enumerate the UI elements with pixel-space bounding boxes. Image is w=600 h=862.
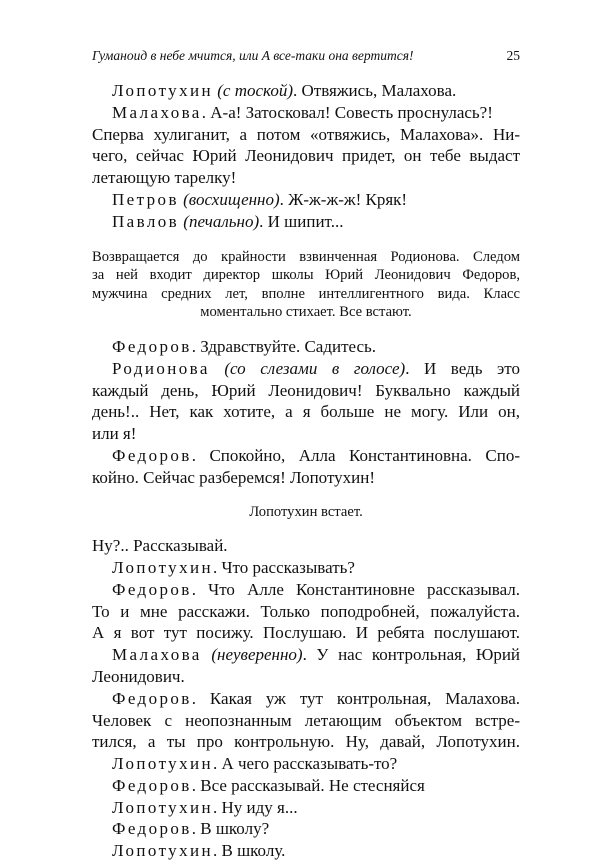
- stage-direction: (восхищенно): [183, 189, 280, 209]
- speech: . Что Алле Константиновне рассказывал.: [191, 579, 520, 599]
- text-line: чего, сейчас Юрий Леонидович придет, он тебе выдаст: [92, 146, 520, 166]
- text-line: Человек с неопознанным летающим объектом встре-: [92, 710, 520, 730]
- speech: . Спокойно, Алла Константиновна. Спо-: [191, 445, 520, 465]
- speech: . Ну иду я...: [212, 797, 298, 817]
- dialogue-line: [92, 557, 520, 579]
- dialogue-line: [92, 102, 520, 124]
- speech: . У нас контрольная, Юрий: [302, 645, 521, 665]
- text-line: день!.. Нет, как хотите, а я больше не могу. Или он,: [92, 402, 520, 422]
- speaker-name: Павлов: [112, 211, 180, 231]
- speaker-name: Федоров: [112, 819, 192, 839]
- text-line: Леонидович.: [92, 666, 185, 686]
- speech: . Ж-ж-ж-ж! Кряк!: [279, 189, 408, 209]
- speaker-name: Федоров: [112, 579, 192, 599]
- text-line: или я!: [92, 424, 137, 444]
- speaker-name: Петров: [112, 189, 179, 209]
- dialogue-line: [92, 445, 520, 467]
- stage-note-line: мужчина средних лет, вполне интеллигентного вида. Класс: [92, 285, 520, 302]
- speech: . А-а! Затосковал! Совесть проснулась?!: [201, 102, 493, 122]
- text-line: тился, а ты про контрольную. Ну, давай, Лопотухин.: [92, 732, 520, 752]
- dialogue-line: [92, 579, 520, 601]
- text-line: Ну?.. Рассказывай.: [92, 536, 228, 556]
- stage-note-line: Возвращается до крайности взвинченная Родионова. Следом: [92, 248, 520, 265]
- speech: . Отвяжись, Малахова.: [292, 81, 457, 100]
- stage-direction: (с тоской): [217, 81, 293, 100]
- stage-direction: (со слезами в голосе): [224, 358, 406, 378]
- speech: . И шипит...: [259, 211, 344, 231]
- speaker-name: Лопотухин: [112, 81, 213, 100]
- speech: . А чего рассказывать-то?: [212, 754, 398, 774]
- speech: . И ведь это: [405, 358, 520, 378]
- speaker-name: Лопотухин: [112, 841, 213, 861]
- dialogue-line: [92, 688, 520, 710]
- dialogue-line: [92, 80, 520, 102]
- stage-direction: (печально): [183, 211, 260, 231]
- dialogue-line: [92, 358, 520, 380]
- play-text: [92, 80, 520, 862]
- stage-note-line: моментально стихает. Все встают.: [200, 304, 412, 321]
- speaker-name: Лопотухин: [112, 754, 213, 774]
- speaker-name: Малахова: [112, 102, 202, 122]
- speech: . Все рассказывай. Не стесняйся: [191, 775, 425, 795]
- speaker-name: Лопотухин: [112, 797, 213, 817]
- dialogue-line: [92, 644, 520, 666]
- speaker-name: Федоров: [112, 775, 192, 795]
- dialogue-line: [92, 818, 520, 840]
- page-number: 25: [506, 48, 520, 63]
- dialogue-line: [92, 797, 520, 819]
- dialogue-line: [92, 211, 520, 233]
- dialogue-line: [92, 840, 520, 862]
- text-line: А я вот тут посижу. Послушаю. И ребята послушают.: [92, 623, 520, 643]
- stage-note-line: Лопотухин встает.: [249, 503, 363, 520]
- speaker-name: Родионова: [112, 358, 210, 378]
- speech: . В школу?: [191, 819, 270, 839]
- speech: . Что рассказывать?: [212, 557, 355, 577]
- text-line: койно. Сейчас разберемся! Лопотухин!: [92, 467, 376, 487]
- dialogue-line: [92, 336, 520, 358]
- speaker-name: Федоров: [112, 336, 192, 356]
- speech: . Здравствуйте. Садитесь.: [191, 336, 377, 356]
- dialogue-line: [92, 753, 520, 775]
- text-line: летающую тарелку!: [92, 168, 237, 188]
- dialogue-line: [92, 775, 520, 797]
- speaker-name: Малахова: [112, 645, 202, 665]
- speaker-name: Федоров: [112, 445, 192, 465]
- speech: . В школу.: [212, 841, 286, 861]
- speaker-name: Лопотухин: [112, 557, 213, 577]
- running-header: [92, 48, 520, 66]
- speaker-name: Федоров: [112, 688, 192, 708]
- speech: . Какая уж тут контрольная, Малахова.: [191, 688, 520, 708]
- running-title: Гуманоид в небе мчится, или А все-таки она вертится!: [92, 48, 414, 63]
- dialogue-line: [92, 189, 520, 211]
- text-line: Сперва хулиганит, а потом «отвяжись, Малахова». Ни-: [92, 124, 520, 144]
- stage-note-line: за ней входит директор школы Юрий Леонидович Федоров,: [92, 267, 520, 284]
- text-line: каждый день, Юрий Леонидович! Буквально каждый: [92, 380, 520, 400]
- text-line: То и мне расскажи. Только поподробней, пожалуйста.: [92, 601, 520, 621]
- stage-direction: (неуверенно): [211, 645, 303, 665]
